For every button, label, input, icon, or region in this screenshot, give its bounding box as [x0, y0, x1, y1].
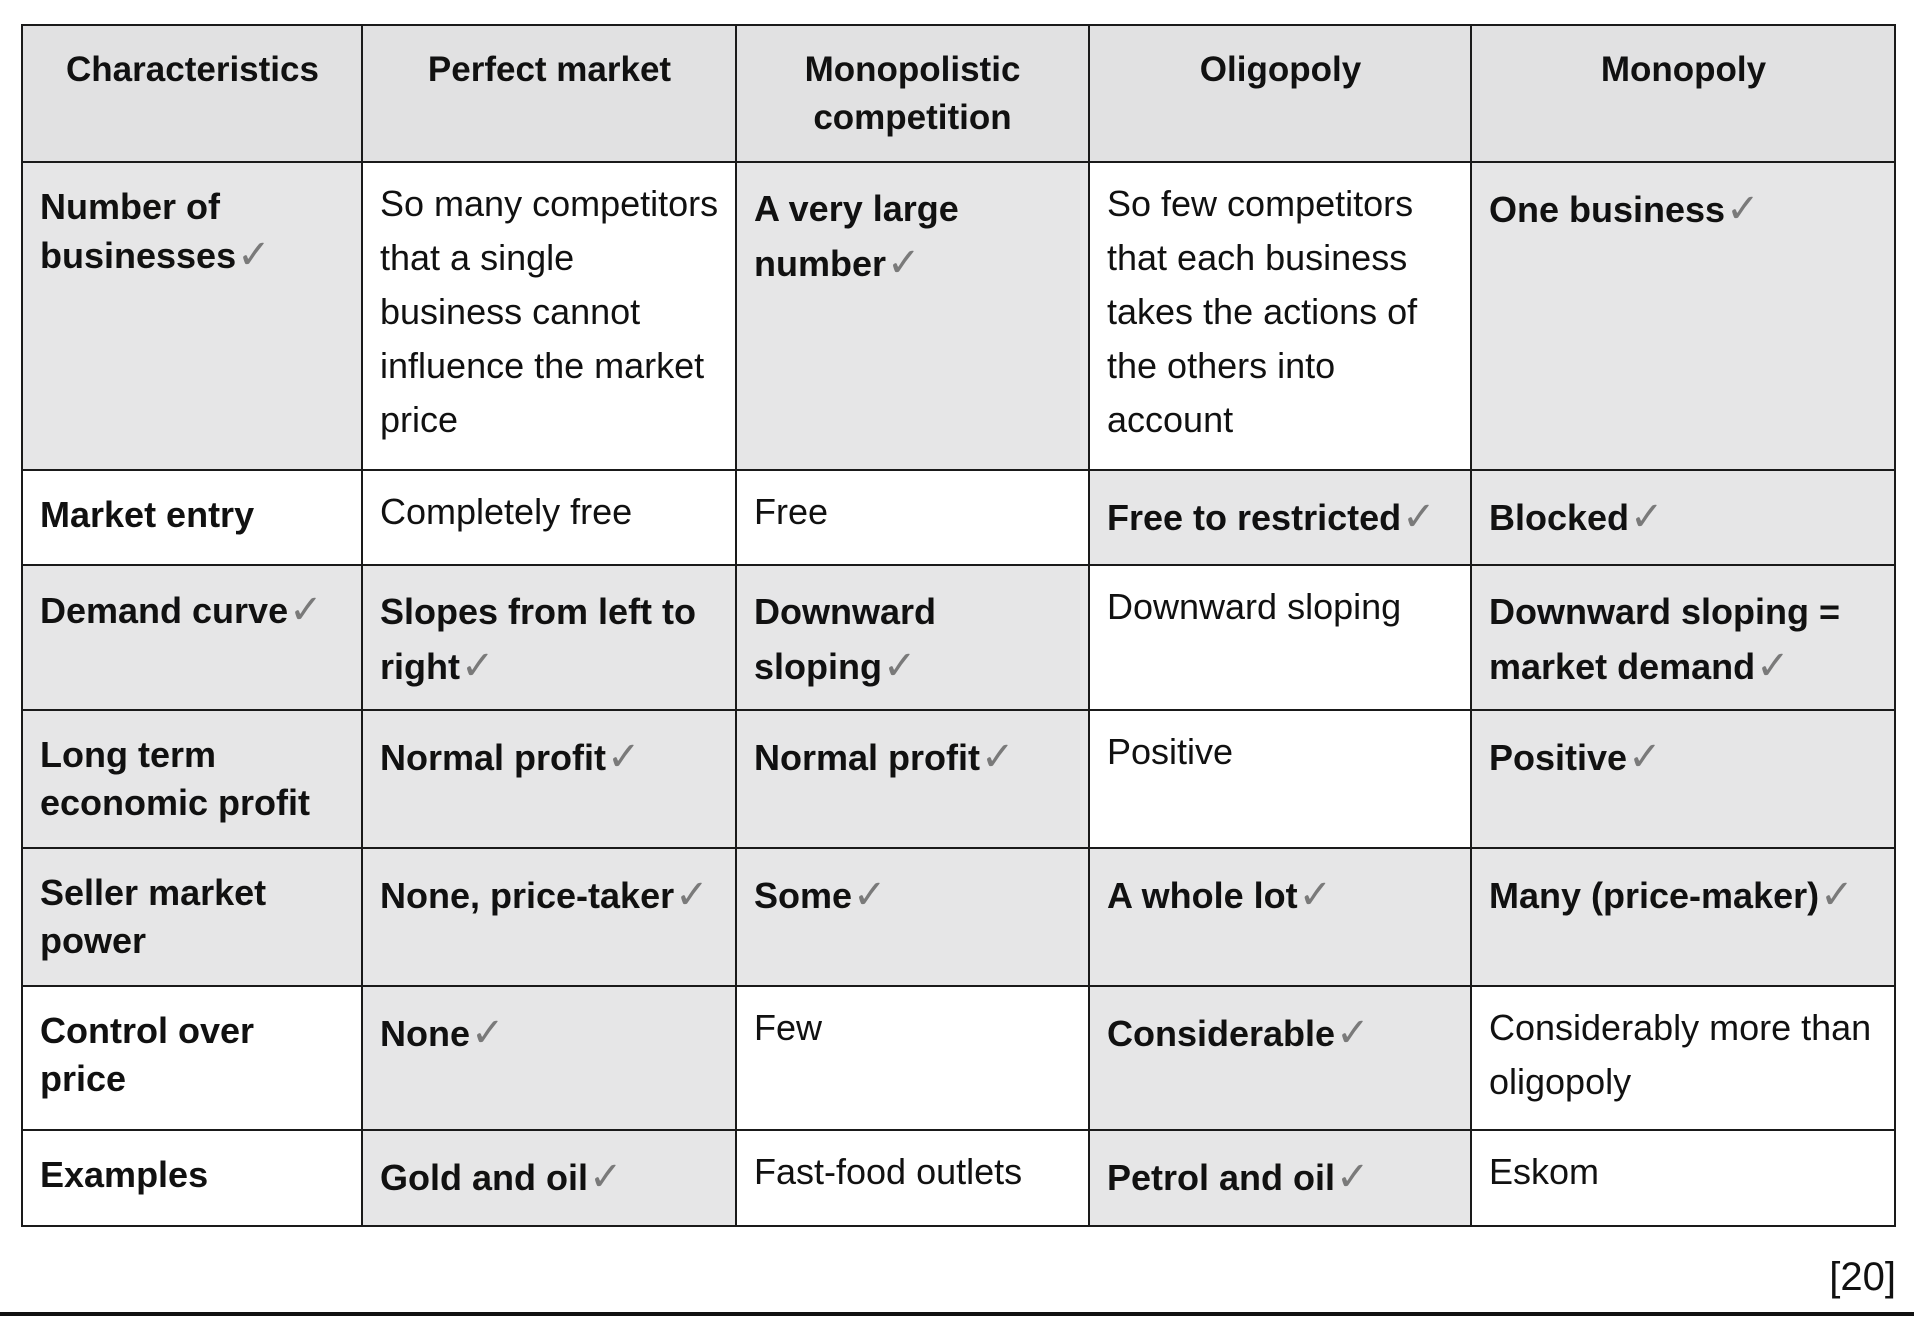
table-row [22, 1130, 1895, 1226]
row-label-number-of-businesses [22, 162, 362, 470]
cell-monopoly [1471, 565, 1895, 710]
row-label-text: Seller market power [40, 872, 267, 961]
header-monopolistic-competition: Monopolistic competition [736, 25, 1089, 162]
tick-mark-icon: ✓ [853, 873, 887, 917]
bottom-rule [0, 1312, 1914, 1316]
cell-text: Positive [1107, 731, 1234, 772]
row-label-seller-market-power [22, 848, 362, 986]
tick-mark-icon: ✓ [1336, 1155, 1370, 1199]
market-structures-table [21, 24, 1896, 1227]
total-marks: [20] [1829, 1255, 1896, 1299]
table-row [22, 710, 1895, 848]
row-label-text: Examples [40, 1154, 209, 1195]
cell-perfect-market [362, 1130, 736, 1226]
cell-text: A very large number [754, 188, 959, 284]
cell-text: Downward sloping [754, 591, 937, 687]
cell-text: Free to restricted [1107, 497, 1402, 538]
tick-mark-icon: ✓ [1630, 495, 1664, 539]
row-label-text: Number of businesses [40, 186, 237, 276]
header-row [22, 25, 1895, 162]
tick-mark-icon: ✓ [237, 233, 271, 277]
table-body [22, 162, 1895, 1226]
cell-oligopoly [1089, 565, 1471, 710]
cell-monopoly [1471, 986, 1895, 1130]
header-monopoly: Monopoly [1471, 25, 1895, 162]
cell-perfect-market [362, 848, 736, 986]
cell-text: Normal profit [754, 737, 981, 778]
table-row [22, 565, 1895, 710]
cell-text: Downward sloping [1107, 586, 1402, 627]
tick-mark-icon: ✓ [471, 1011, 505, 1055]
cell-text: Completely free [380, 491, 633, 532]
cell-monopolistic-competition [736, 470, 1089, 565]
tick-mark-icon: ✓ [887, 241, 921, 285]
cell-text: Few [754, 1007, 823, 1048]
row-label-demand-curve [22, 565, 362, 710]
tick-mark-icon: ✓ [883, 644, 917, 688]
cell-oligopoly [1089, 162, 1471, 470]
table-row [22, 986, 1895, 1130]
cell-perfect-market [362, 470, 736, 565]
cell-perfect-market [362, 986, 736, 1130]
tick-mark-icon: ✓ [1820, 873, 1854, 917]
cell-text: Normal profit [380, 737, 607, 778]
row-label-text: Market entry [40, 494, 255, 535]
tick-mark-icon: ✓ [289, 588, 323, 632]
table-row [22, 848, 1895, 986]
cell-monopolistic-competition [736, 565, 1089, 710]
header-characteristics: Characteristics [22, 25, 362, 162]
header-oligopoly: Oligopoly [1089, 25, 1471, 162]
tick-mark-icon: ✓ [1756, 644, 1790, 688]
cell-perfect-market [362, 565, 736, 710]
cell-perfect-market [362, 162, 736, 470]
tick-mark-icon: ✓ [460, 644, 495, 688]
cell-oligopoly [1089, 986, 1471, 1130]
cell-text: Petrol and oil [1107, 1157, 1336, 1198]
cell-monopolistic-competition [736, 710, 1089, 848]
cell-text: One business [1489, 189, 1726, 230]
cell-monopolistic-competition [736, 848, 1089, 986]
cell-text: Blocked [1489, 497, 1630, 538]
row-label-long-term-economic-profit [22, 710, 362, 848]
cell-text: Considerably more than oligopoly [1489, 1007, 1872, 1102]
cell-oligopoly [1089, 848, 1471, 986]
tick-mark-icon: ✓ [675, 873, 709, 917]
cell-text: Eskom [1489, 1151, 1600, 1192]
cell-text: None [380, 1013, 470, 1054]
tick-mark-icon: ✓ [1628, 735, 1662, 779]
cell-monopolistic-competition [736, 986, 1089, 1130]
tick-mark-icon: ✓ [981, 735, 1015, 779]
cell-monopolistic-competition [736, 162, 1089, 470]
cell-monopoly [1471, 470, 1895, 565]
cell-text: So few competitors that each business takes the actions of the others into account [1107, 183, 1418, 440]
cell-oligopoly [1089, 470, 1471, 565]
cell-text: A whole lot [1107, 875, 1298, 916]
row-label-market-entry [22, 470, 362, 565]
tick-mark-icon: ✓ [1336, 1011, 1370, 1055]
tick-mark-icon: ✓ [1402, 495, 1436, 539]
row-label-examples [22, 1130, 362, 1226]
header-perfect-market: Perfect market [362, 25, 736, 162]
tick-mark-icon: ✓ [588, 1155, 623, 1199]
cell-text: Downward sloping = market demand [1489, 591, 1841, 687]
cell-monopoly [1471, 1130, 1895, 1226]
row-label-text: Long term economic profit [40, 734, 311, 823]
cell-perfect-market [362, 710, 736, 848]
row-label-text: Control over price [40, 1010, 255, 1099]
cell-oligopoly [1089, 1130, 1471, 1226]
tick-mark-icon: ✓ [607, 735, 641, 779]
cell-monopoly [1471, 162, 1895, 470]
tick-mark-icon: ✓ [1726, 187, 1760, 231]
cell-text: So many competitors that a single business cannot influence the market price [380, 183, 719, 440]
cell-text: Considerable [1107, 1013, 1336, 1054]
cell-text: Fast-food outlets [754, 1151, 1023, 1192]
row-label-text: Demand curve [40, 590, 289, 631]
cell-text: Many (price-maker) [1489, 875, 1820, 916]
cell-text: Slopes from left to right [380, 591, 697, 687]
tick-mark-icon: ✓ [1298, 873, 1333, 917]
cell-monopoly [1471, 710, 1895, 848]
table-row [22, 162, 1895, 470]
cell-text: Free [754, 491, 829, 532]
cell-text: None, price-taker [380, 875, 675, 916]
cell-oligopoly [1089, 710, 1471, 848]
cell-monopolistic-competition [736, 1130, 1089, 1226]
cell-monopoly [1471, 848, 1895, 986]
table-row [22, 470, 1895, 565]
cell-text: Some [754, 875, 853, 916]
cell-text: Gold and oil [380, 1157, 588, 1198]
row-label-control-over-price [22, 986, 362, 1130]
cell-text: Positive [1489, 737, 1628, 778]
